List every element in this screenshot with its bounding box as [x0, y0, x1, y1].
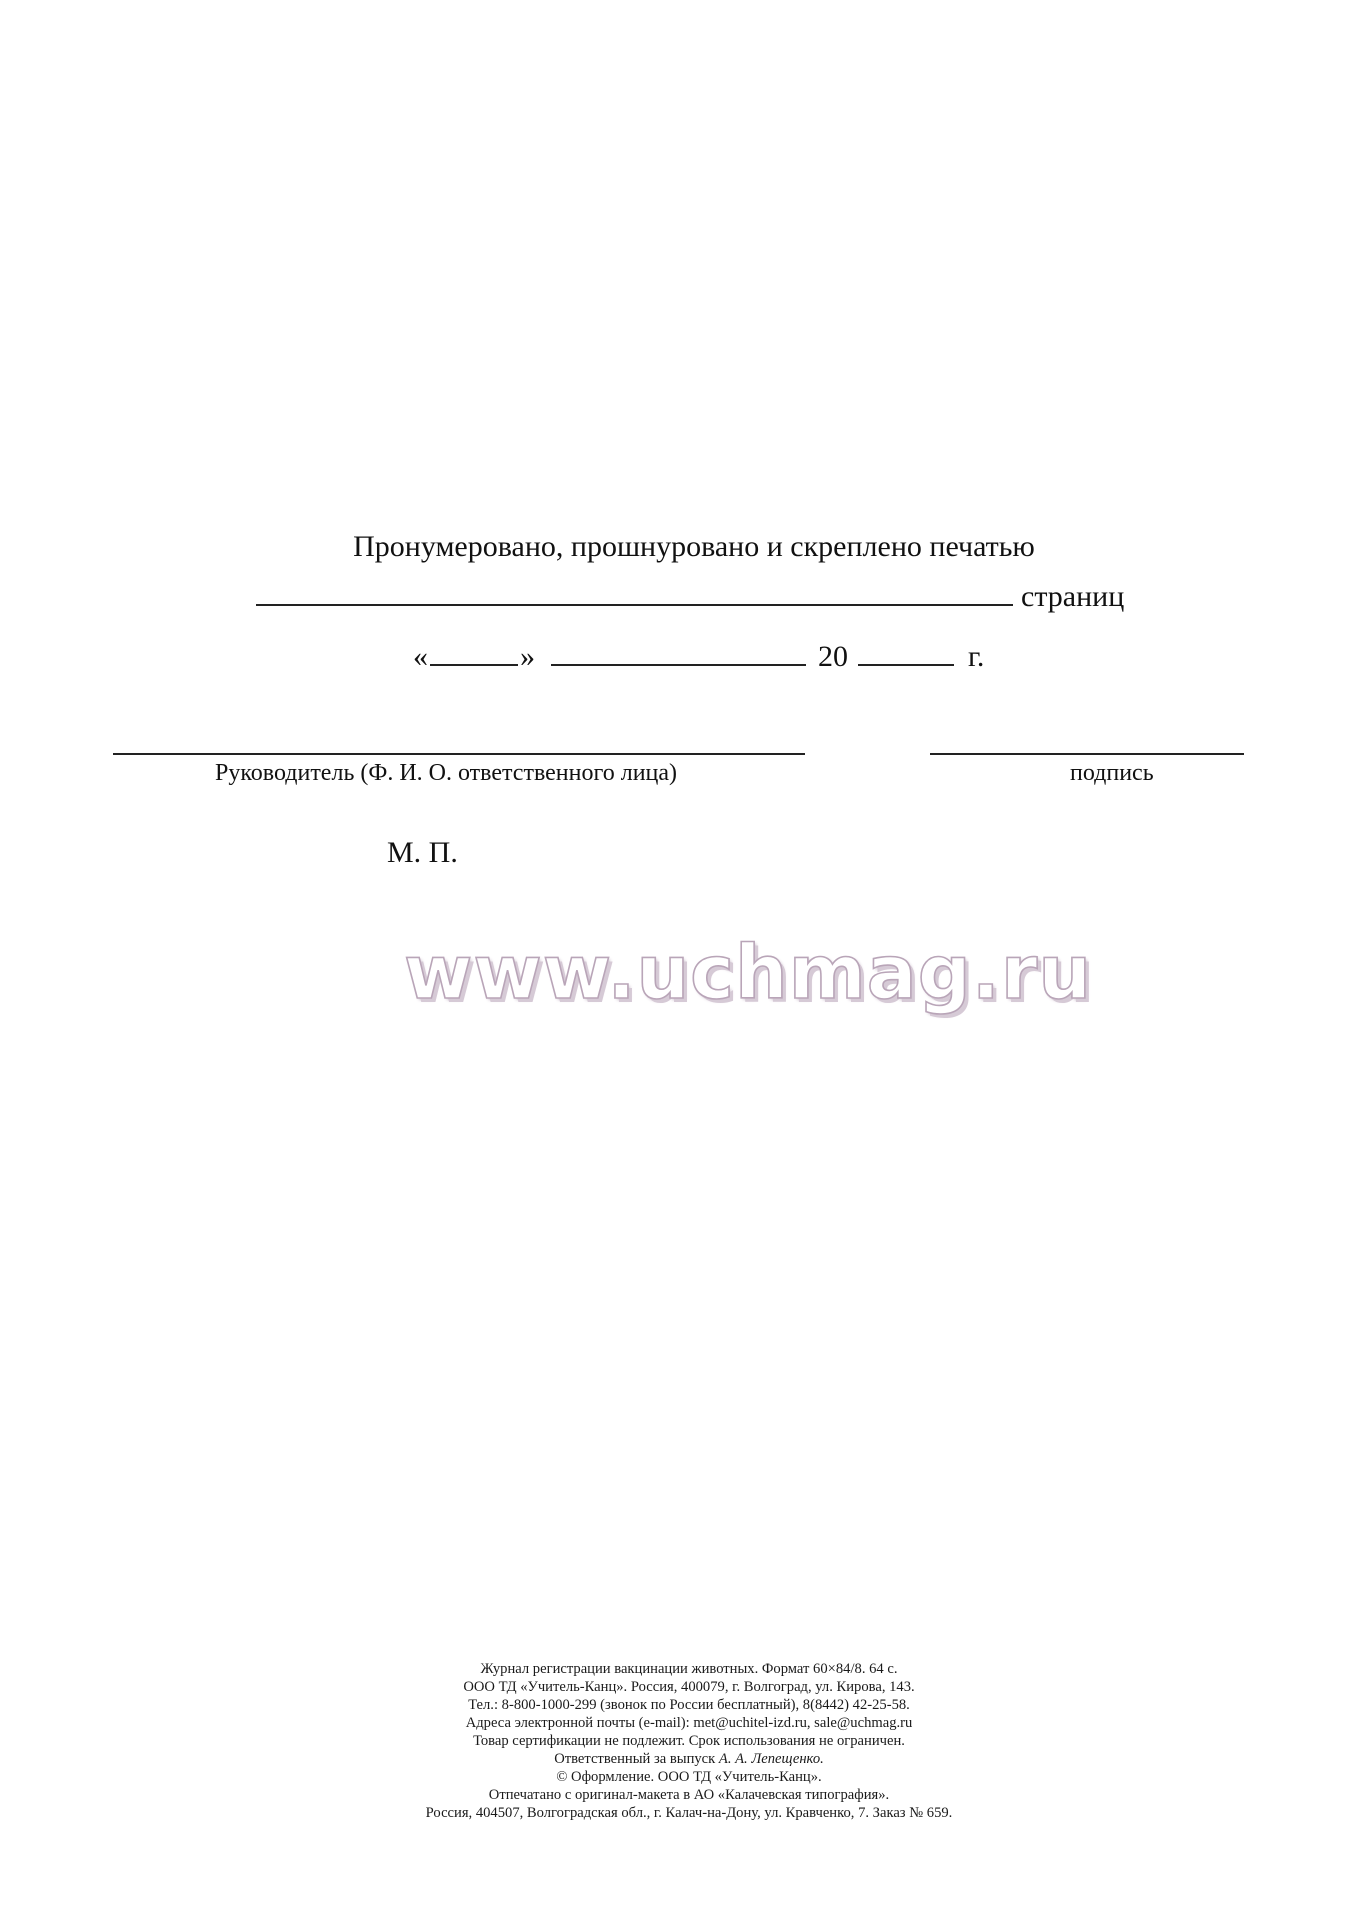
stamp-place-label: М. П.: [387, 836, 458, 869]
imprint-line-responsible: [10, 1750, 1368, 1768]
signature-caption: подпись: [1070, 760, 1154, 786]
imprint-block: [0, 1660, 1368, 1822]
imprint-line-publisher: ООО ТД «Учитель-Канц». Россия, 400079, г. Волгоград, ул. Кирова, 143.: [463, 1679, 915, 1695]
manager-name-caption: Руководитель (Ф. И. О. ответственного лица): [215, 760, 678, 786]
year-suffix: г.: [968, 640, 985, 673]
day-blank: [430, 638, 518, 666]
month-blank: [551, 638, 806, 666]
responsible-name: А. А. Лепещенко.: [718, 1751, 824, 1767]
year-prefix: 20: [818, 640, 848, 673]
date-line: [413, 638, 984, 674]
manager-name-line: [113, 753, 805, 755]
date-open-quote: «: [413, 640, 428, 673]
imprint-line-address: Россия, 404507, Волгоградская обл., г. Калач-на-Дону, ул. Кравченко, 7. Заказ № 659.: [425, 1805, 953, 1821]
imprint-line-certification: Товар сертификации не подлежит. Срок использования не ограничен.: [473, 1733, 905, 1749]
responsible-prefix: Ответственный за выпуск: [554, 1751, 716, 1767]
imprint-line-phone: Тел.: 8-800-1000-299 (звонок по России бесплатный), 8(8442) 42-25-58.: [468, 1697, 910, 1713]
imprint-line-printed: Отпечатано с оригинал-макета в АО «Калачевская типография».: [488, 1787, 890, 1803]
pages-suffix: страниц: [1021, 580, 1125, 613]
pages-count-line: [256, 576, 1124, 614]
form-title: Пронумеровано, прошнуровано и скреплено печатью: [353, 530, 1035, 563]
imprint-line-copyright: © Оформление. ООО ТД «Учитель-Канц».: [556, 1769, 822, 1785]
year-blank: [858, 638, 954, 666]
signature-line: [930, 753, 1244, 755]
imprint-line-title: Журнал регистрации вакцинации животных. Формат 60×84/8. 64 с.: [480, 1661, 898, 1677]
pages-count-blank: [256, 576, 1013, 606]
date-close-quote: »: [520, 640, 535, 673]
watermark: www.uchmag.ru: [404, 930, 1092, 1016]
imprint-line-email: Адреса электронной почты (e-mail): met@uchitel-izd.ru, sale@uchmag.ru: [465, 1715, 913, 1731]
